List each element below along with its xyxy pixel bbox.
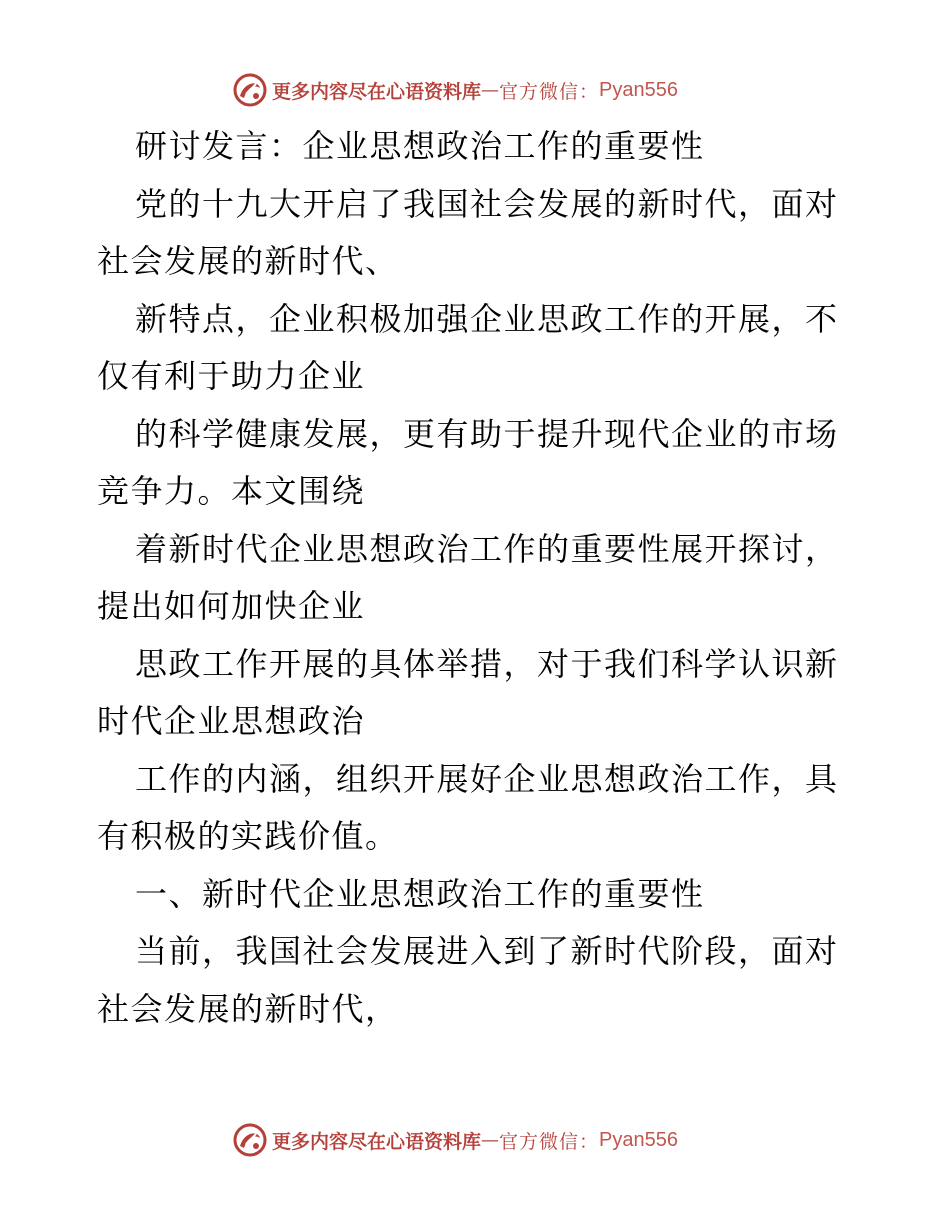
text-line: 提出如何加快企业 [97,587,366,625]
text-line: 社会发展的新时代， [97,989,399,1028]
red-swirl-logo-icon [232,72,268,108]
header-watermark [232,70,732,110]
section-heading: 一、新时代企业思想政治工作的重要性 [135,874,705,913]
watermark-wechat-id: Pyan556 [599,78,678,101]
watermark-wechat-label: 官方微信： [499,80,600,103]
text-line: 党的十九大开启了我国社会发展的新时代，面对 [135,184,839,223]
watermark-separator: — [481,1129,500,1151]
text-line: 社会发展的新时代、 [97,242,399,280]
watermark-wechat-id: Pyan556 [599,1128,678,1151]
footer-watermark [232,1120,732,1160]
text-line: 新特点，企业积极加强企业思政工作的开展，不 [135,299,839,338]
text-line: 时代企业思想政治 [97,702,366,740]
text-line: 工作的内涵，组织开展好企业思想政治工作，具 [135,759,839,798]
document-title: 研讨发言：企业思想政治工作的重要性 [135,127,705,165]
text-line: 着新时代企业思想政治工作的重要性展开探讨， [135,529,839,568]
text-line: 当前，我国社会发展进入到了新时代阶段，面对 [135,932,839,970]
watermark-slogan: 更多内容尽在心语资料库 [272,80,482,103]
text-line: 仅有利于助力企业 [97,357,366,395]
watermark-slogan: 更多内容尽在心语资料库 [272,1130,482,1153]
text-line: 的科学健康发展，更有助于提升现代企业的市场 [135,414,839,453]
text-line: 竞争力。本文围绕 [97,472,366,510]
red-swirl-logo-icon [232,1122,268,1158]
document-body [97,118,857,1038]
text-line: 有积极的实践价值。 [97,817,399,855]
text-line: 思政工作开展的具体举措，对于我们科学认识新 [135,644,839,683]
watermark-separator: — [481,79,500,101]
watermark-wechat-label: 官方微信： [499,1130,600,1153]
